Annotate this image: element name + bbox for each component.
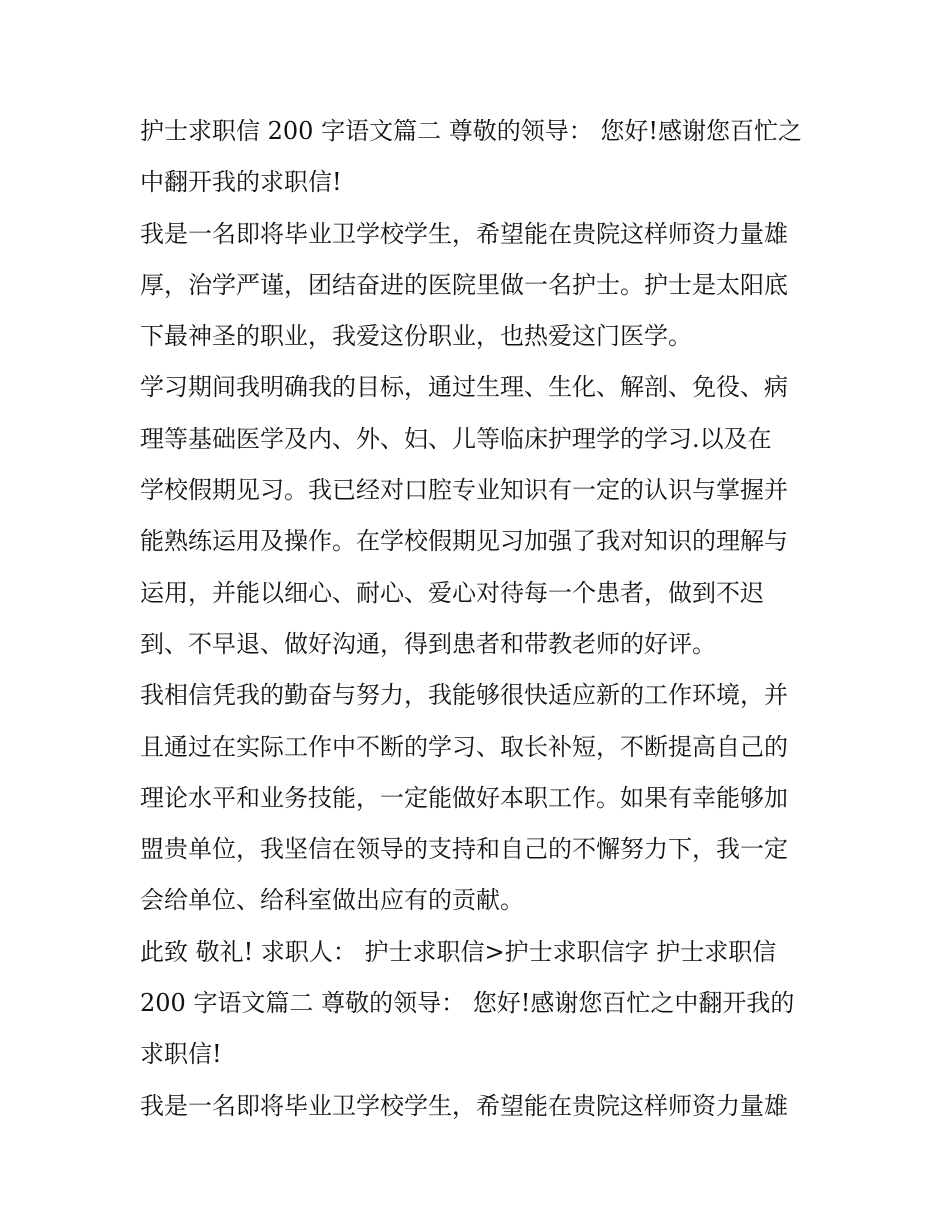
text-line: 中翻开我的求职信! — [140, 168, 342, 197]
text-line: 理论水平和业务技能，一定能做好本职工作。如果有幸能够加 — [140, 783, 788, 812]
text-line: 求职信! — [140, 1040, 222, 1069]
text-line: 下最神圣的职业，我爱这份职业，也热爱这门医学。 — [140, 322, 692, 351]
text-line: 会给单位、给科室做出应有的贡献。 — [140, 886, 524, 915]
text-line: 学校假期见习。我已经对口腔专业知识有一定的认识与掌握并 — [140, 476, 788, 505]
letter-body — [140, 106, 820, 1132]
text-line: 到、不早退、做好沟通，得到患者和带教老师的好评。 — [140, 629, 716, 658]
text-line: 运用，并能以细心、耐心、爱心对待每一个患者，做到不迟 — [140, 578, 764, 607]
text-line: 我是一名即将毕业卫学校学生，希望能在贵院这样师资力量雄 — [140, 219, 788, 248]
text-line: 且通过在实际工作中不断的学习、取长补短，不断提高自己的 — [140, 732, 788, 761]
text-line: 理等基础医学及内、外、妇、儿等临床护理学的学习.以及在 — [140, 424, 772, 453]
text-line: 此致 敬礼! 求职人： 护士求职信>护士求职信字 护士求职信 — [140, 937, 777, 966]
text-line: 护士求职信 200 字语文篇二 尊敬的领导： 您好!感谢您百忙之 — [140, 117, 802, 145]
text-line: 我是一名即将毕业卫学校学生，希望能在贵院这样师资力量雄 — [140, 1091, 788, 1120]
text-line: 盟贵单位，我坚信在领导的支持和自己的不懈努力下，我一定 — [140, 835, 788, 864]
text-line: 学习期间我明确我的目标，通过生理、生化、解剖、免役、病 — [140, 373, 788, 402]
text-line: 200 字语文篇二 尊敬的领导： 您好!感谢您百忙之中翻开我的 — [140, 989, 795, 1018]
text-line: 厚，治学严谨，团结奋进的医院里做一名护士。护士是太阳底 — [140, 270, 788, 299]
text-line: 能熟练运用及操作。在学校假期见习加强了我对知识的理解与 — [140, 527, 788, 556]
text-line: 我相信凭我的勤奋与努力，我能够很快适应新的工作环境，并 — [140, 681, 788, 710]
